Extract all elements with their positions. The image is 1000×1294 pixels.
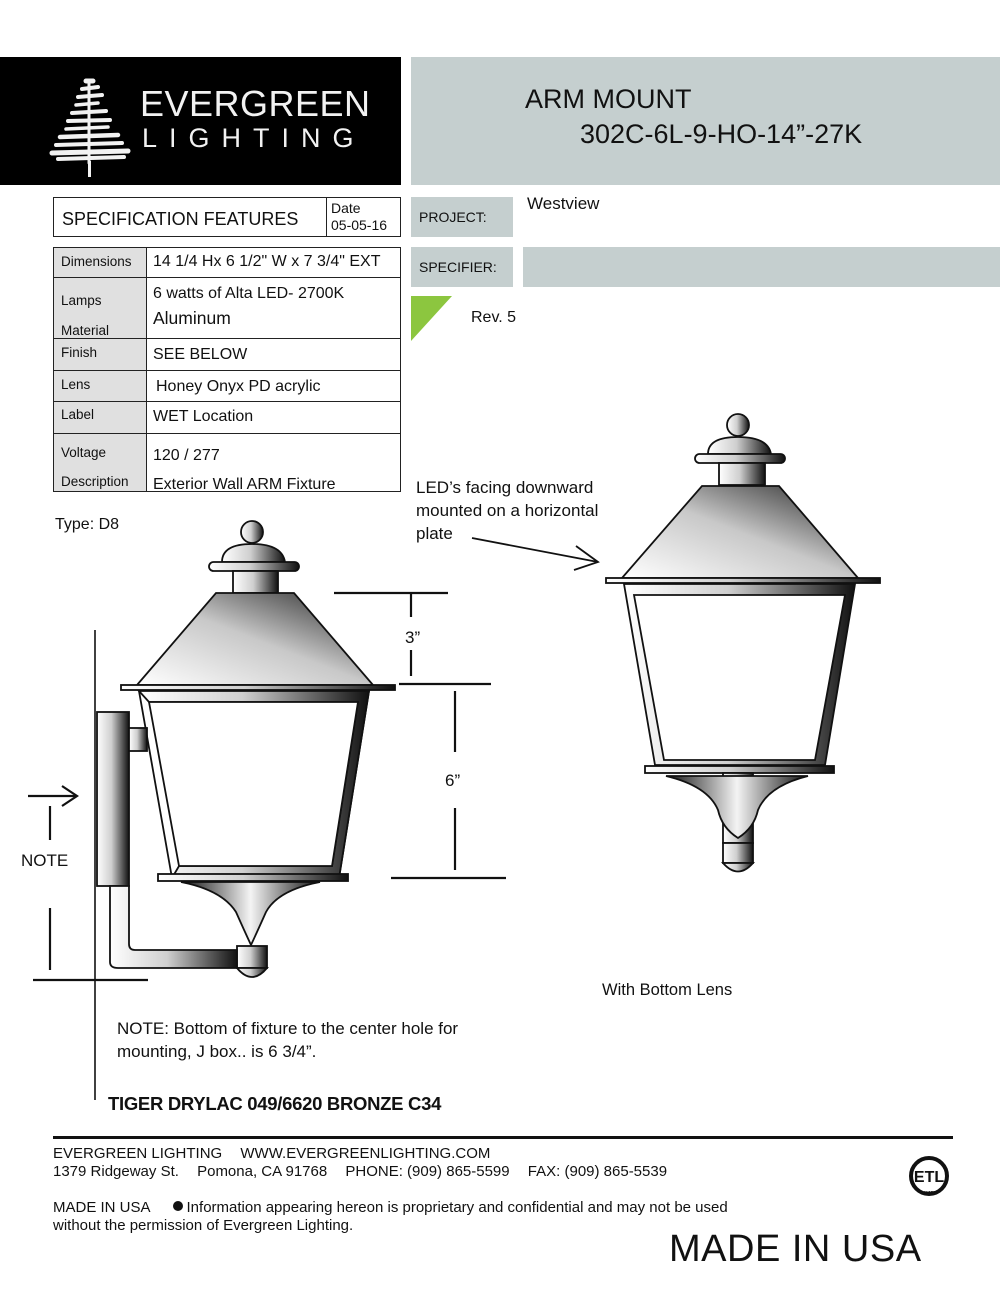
mounting-note-line: mounting, J box.. is 6 3/4”.	[117, 1042, 317, 1061]
row-label: Dimensions	[54, 248, 147, 277]
row-value: SEE BELOW	[153, 346, 248, 363]
footer-address: 1379 Ridgeway St.	[53, 1163, 179, 1180]
type-label: Type: D8	[55, 516, 120, 533]
lamps-value: 6 watts of Alta LED- 2700K	[153, 285, 345, 302]
footer-city: Pomona, CA 91768	[197, 1163, 328, 1180]
specifier-label: SPECIFIER:	[411, 247, 513, 287]
made-in-usa-banner: MADE IN USA	[669, 1228, 922, 1270]
voltage-value: 120 / 277	[153, 447, 220, 464]
svg-text:ETL: ETL	[913, 1169, 945, 1186]
brand-name: EVERGREEN	[140, 83, 371, 124]
page-title: ARM MOUNT	[525, 84, 692, 114]
material-label: Material	[61, 323, 110, 338]
led-note-line: mounted on a horizontal	[416, 501, 599, 520]
footer-disclaimer	[53, 1199, 773, 1235]
project-value: Westview	[527, 194, 600, 213]
footer-address-line	[53, 1163, 681, 1180]
etl-listed-icon	[906, 1156, 952, 1198]
footer-company-line	[53, 1145, 504, 1162]
footer-company: EVERGREEN LIGHTING	[53, 1145, 223, 1162]
brand-subname: LIGHTING	[142, 123, 366, 153]
side-note-label: NOTE	[21, 851, 69, 870]
spec-heading: SPECIFICATION FEATURES	[54, 198, 327, 236]
revision-label: Rev. 5	[471, 309, 517, 326]
description-label: Description	[61, 474, 129, 489]
row-value: Honey Onyx PD acrylic	[156, 378, 321, 395]
mounting-note	[117, 1017, 458, 1063]
voltage-label: Voltage	[61, 445, 107, 460]
row-value: 14 1/4 Hx 6 1/2" W x 7 3/4" EXT	[153, 253, 381, 270]
footer-phone: PHONE: (909) 865-5599	[345, 1163, 510, 1180]
disclaimer-text: Information appearing hereon is proprietary and confidential and may not be used without the permission of Evergreen Lighting.	[53, 1199, 728, 1234]
row-value: WET Location	[153, 408, 254, 425]
material-value: Aluminum	[153, 308, 231, 328]
svg-text:LISTED: LISTED	[920, 1190, 938, 1195]
footer-website: WWW.EVERGREENLIGHTING.COM	[240, 1145, 491, 1162]
date-value: 05-05-16	[331, 217, 388, 233]
project-label: PROJECT:	[411, 197, 513, 237]
bullet-icon	[173, 1201, 183, 1211]
lamps-label: Lamps	[61, 293, 102, 308]
row-label: Label	[54, 402, 147, 433]
led-note	[416, 476, 598, 545]
row-label: Finish	[54, 339, 147, 370]
dim-body-label: 6”	[445, 771, 461, 790]
led-note-line: plate	[416, 524, 453, 543]
footer-divider	[53, 1136, 953, 1139]
date-label: Date	[331, 200, 361, 216]
front-view-fixture	[606, 414, 880, 872]
finish-note: TIGER DRYLAC 049/6620 BRONZE C34	[108, 1093, 442, 1114]
bottom-lens-caption: With Bottom Lens	[602, 981, 733, 999]
footer-fax: FAX: (909) 865-5539	[527, 1163, 668, 1180]
description-value: Exterior Wall ARM Fixture	[153, 476, 336, 493]
row-label: Lens	[54, 371, 147, 401]
side-view-fixture	[97, 521, 395, 977]
mounting-note-line: NOTE: Bottom of fixture to the center hole for	[117, 1019, 459, 1038]
footer-made-in: MADE IN USA	[53, 1199, 151, 1216]
model-number: 302C-6L-9-HO-14”-27K	[580, 119, 863, 149]
dim-top-label: 3”	[405, 628, 421, 647]
led-note-line: LED’s facing downward	[416, 478, 594, 497]
